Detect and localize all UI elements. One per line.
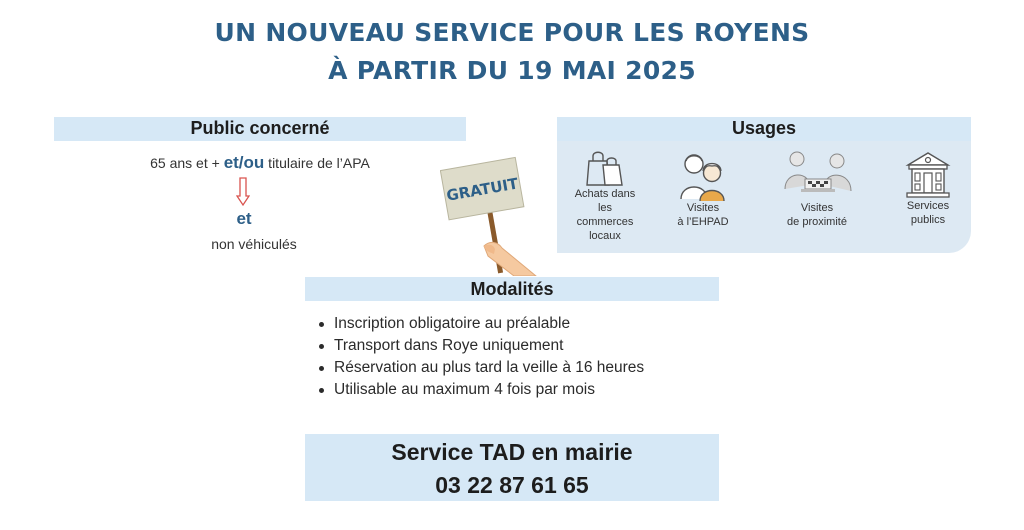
usage-public-services-line-1: Services bbox=[906, 200, 950, 212]
public-criteria-line bbox=[54, 153, 466, 173]
list-item: Réservation au plus tard la veille à 16 heures bbox=[316, 357, 644, 379]
usage-public-services bbox=[890, 149, 966, 227]
headline-line-2: À PARTIR DU 19 MAI 2025 bbox=[328, 56, 696, 85]
public-age-text: 65 ans et + bbox=[150, 155, 224, 171]
headline-line-1: UN NOUVEAU SERVICE POUR LES ROYENS bbox=[214, 18, 810, 47]
contact-service-name: Service TAD en mairie bbox=[391, 439, 633, 465]
usage-public-services-line-2: publics bbox=[910, 214, 946, 226]
usage-shopping-line-3: commerces bbox=[576, 216, 634, 228]
contact-box bbox=[305, 434, 719, 501]
usage-local-visits-line-1: Visites bbox=[800, 202, 834, 214]
usage-ehpad bbox=[659, 151, 747, 229]
list-item: Utilisable au maximum 4 fois par mois bbox=[316, 379, 644, 401]
public-andor-text: et/ou bbox=[223, 153, 265, 172]
elderly-couple-icon bbox=[677, 151, 729, 201]
usage-shopping-line-4: locaux bbox=[589, 230, 621, 242]
public-heading: Public concerné bbox=[54, 117, 466, 141]
usage-shopping bbox=[563, 147, 647, 243]
public-building-icon bbox=[904, 149, 952, 199]
public-no-vehicle-text: non véhiculés bbox=[211, 236, 297, 252]
usage-local-visits-line-2: de proximité bbox=[787, 216, 847, 228]
modalites-list bbox=[316, 313, 644, 401]
list-item: Inscription obligatoire au préalable bbox=[316, 313, 644, 335]
usages-panel bbox=[557, 141, 971, 253]
down-arrow-icon bbox=[236, 177, 250, 207]
gratuit-sign-illustration bbox=[440, 150, 540, 276]
usage-shopping-line-2: les bbox=[597, 202, 613, 214]
usage-shopping-line-1: Achats dans bbox=[574, 188, 636, 200]
usages-heading: Usages bbox=[557, 117, 971, 141]
modalites-heading: Modalités bbox=[305, 277, 719, 301]
usage-ehpad-line-1: Visites bbox=[686, 202, 720, 214]
usage-local-visits bbox=[762, 149, 872, 229]
gratuit-sign-text: GRATUIT bbox=[445, 174, 520, 205]
list-item: Transport dans Roye uniquement bbox=[316, 335, 644, 357]
public-and-text: et bbox=[236, 209, 252, 228]
board-game-players-icon bbox=[779, 149, 855, 201]
contact-phone-number: 03 22 87 61 65 bbox=[435, 472, 589, 498]
public-apa-text: titulaire de l’APA bbox=[264, 155, 370, 171]
shopping-bags-icon bbox=[585, 147, 625, 187]
usage-ehpad-line-2: à l’EHPAD bbox=[677, 216, 729, 228]
